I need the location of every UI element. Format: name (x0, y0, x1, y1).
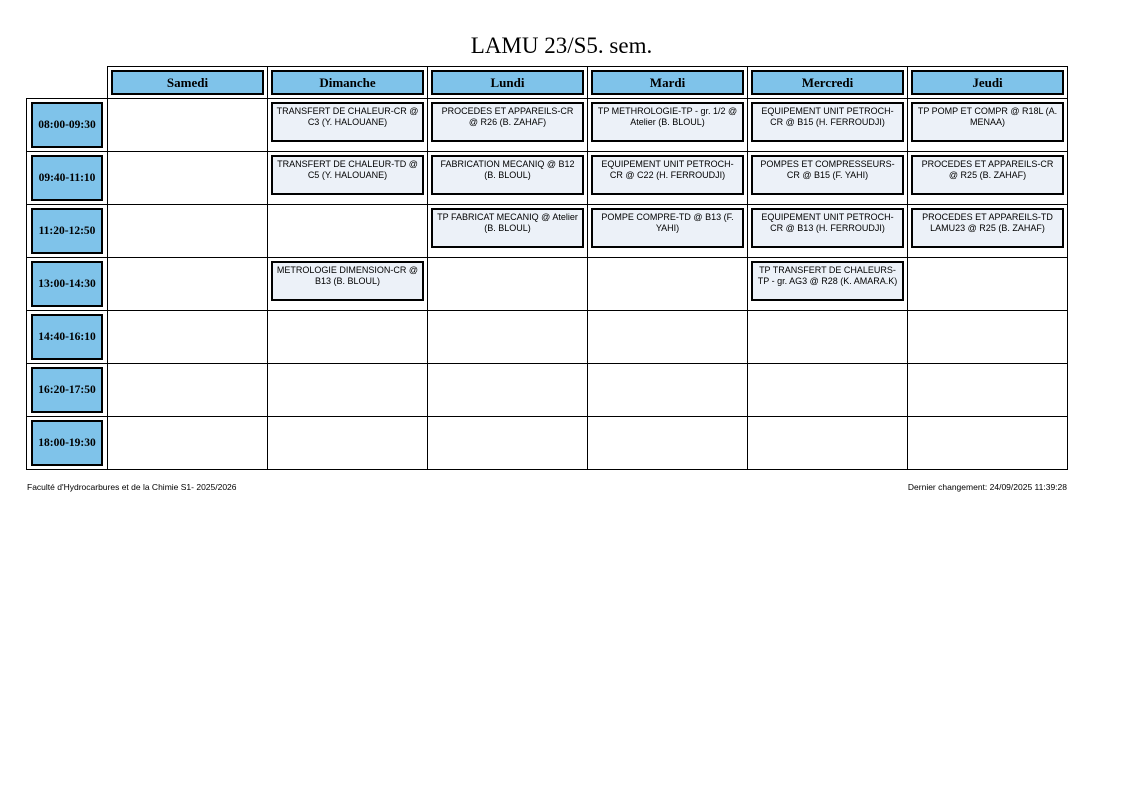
schedule-cell (268, 258, 428, 311)
schedule-cell (908, 99, 1068, 152)
schedule-cell (108, 205, 268, 258)
schedule-cell (748, 311, 908, 364)
time-slot-label: 16:20-17:50 (31, 367, 103, 413)
course-entry[interactable]: EQUIPEMENT UNIT PETROCH-CR @ C22 (H. FERROUDJI) (591, 155, 744, 195)
day-header-dimanche (268, 67, 428, 99)
schedule-cell (428, 417, 588, 470)
course-entry[interactable]: TRANSFERT DE CHALEUR-TD @ C5 (Y. HALOUANE) (271, 155, 424, 195)
timetable (26, 66, 1068, 470)
schedule-cell (588, 364, 748, 417)
time-row (27, 152, 1068, 205)
course-entry[interactable]: FABRICATION MECANIQ @ B12 (B. BLOUL) (431, 155, 584, 195)
schedule-cell (908, 311, 1068, 364)
schedule-cell (108, 417, 268, 470)
course-entry[interactable]: EQUIPEMENT UNIT PETROCH-CR @ B13 (H. FERROUDJI) (751, 208, 904, 248)
schedule-cell (108, 152, 268, 205)
day-label: Samedi (111, 70, 264, 95)
time-slot-cell (27, 417, 108, 470)
time-slot-label: 08:00-09:30 (31, 102, 103, 148)
time-row (27, 311, 1068, 364)
time-slot-label: 13:00-14:30 (31, 261, 103, 307)
schedule-cell (908, 258, 1068, 311)
schedule-cell (588, 205, 748, 258)
day-header-jeudi (908, 67, 1068, 99)
day-header-lundi (428, 67, 588, 99)
schedule-cell (108, 311, 268, 364)
schedule-cell (268, 152, 428, 205)
schedule-cell (908, 364, 1068, 417)
schedule-cell (268, 205, 428, 258)
day-header-mercredi (748, 67, 908, 99)
schedule-cell (908, 417, 1068, 470)
schedule-cell (748, 205, 908, 258)
course-entry[interactable]: EQUIPEMENT UNIT PETROCH-CR @ B15 (H. FERROUDJI) (751, 102, 904, 142)
schedule-cell (588, 152, 748, 205)
course-entry[interactable]: TP METHROLOGIE-TP - gr. 1/2 @ Atelier (B. BLOUL) (591, 102, 744, 142)
course-entry[interactable]: TP TRANSFERT DE CHALEURS-TP - gr. AG3 @ R28 (K. AMARA.K) (751, 261, 904, 301)
schedule-cell (588, 258, 748, 311)
time-slot-cell (27, 258, 108, 311)
schedule-cell (268, 99, 428, 152)
schedule-cell (428, 311, 588, 364)
time-slot-label: 09:40-11:10 (31, 155, 103, 201)
time-slot-label: 11:20-12:50 (31, 208, 103, 254)
day-label: Dimanche (271, 70, 424, 95)
time-slot-cell (27, 99, 108, 152)
footer-last-change: Dernier changement: 24/09/2025 11:39:28 (907, 482, 1067, 492)
course-entry[interactable]: METROLOGIE DIMENSION-CR @ B13 (B. BLOUL) (271, 261, 424, 301)
course-entry[interactable]: POMPE COMPRE-TD @ B13 (F. YAHI) (591, 208, 744, 248)
day-header-mardi (588, 67, 748, 99)
time-row (27, 364, 1068, 417)
corner-cell (27, 67, 108, 99)
schedule-cell (748, 417, 908, 470)
schedule-cell (428, 258, 588, 311)
time-row (27, 258, 1068, 311)
day-label: Mardi (591, 70, 744, 95)
schedule-cell (588, 417, 748, 470)
course-entry[interactable]: TRANSFERT DE CHALEUR-CR @ C3 (Y. HALOUANE) (271, 102, 424, 142)
schedule-cell (428, 99, 588, 152)
schedule-cell (268, 417, 428, 470)
time-row (27, 99, 1068, 152)
timetable-body (27, 99, 1068, 470)
schedule-cell (748, 258, 908, 311)
schedule-cell (268, 311, 428, 364)
schedule-cell (268, 364, 428, 417)
schedule-cell (588, 311, 748, 364)
course-entry[interactable]: TP POMP ET COMPR @ R18L (A. MENAA) (911, 102, 1064, 142)
schedule-cell (748, 364, 908, 417)
schedule-cell (108, 258, 268, 311)
course-entry[interactable]: PROCEDES ET APPAREILS-TD LAMU23 @ R25 (B. ZAHAF) (911, 208, 1064, 248)
schedule-cell (428, 364, 588, 417)
day-label: Mercredi (751, 70, 904, 95)
day-label: Jeudi (911, 70, 1064, 95)
footer-institution: Faculté d'Hydrocarbures et de la Chimie S1- 2025/2026 (27, 482, 237, 492)
day-label: Lundi (431, 70, 584, 95)
schedule-cell (588, 99, 748, 152)
schedule-cell (108, 99, 268, 152)
schedule-cell (748, 152, 908, 205)
time-row (27, 417, 1068, 470)
day-header-row (27, 67, 1068, 99)
time-row (27, 205, 1068, 258)
schedule-cell (428, 152, 588, 205)
course-entry[interactable]: POMPES ET COMPRESSEURS-CR @ B15 (F. YAHI) (751, 155, 904, 195)
day-header-samedi (108, 67, 268, 99)
course-entry[interactable]: TP FABRICAT MECANIQ @ Atelier (B. BLOUL) (431, 208, 584, 248)
page-title: LAMU 23/S5. sem. (470, 33, 653, 58)
schedule-cell (108, 364, 268, 417)
course-entry[interactable]: PROCEDES ET APPAREILS-CR @ R25 (B. ZAHAF) (911, 155, 1064, 195)
time-slot-cell (27, 152, 108, 205)
time-slot-cell (27, 364, 108, 417)
schedule-cell (428, 205, 588, 258)
schedule-cell (908, 152, 1068, 205)
schedule-cell (748, 99, 908, 152)
time-slot-label: 18:00-19:30 (31, 420, 103, 466)
time-slot-cell (27, 311, 108, 364)
time-slot-cell (27, 205, 108, 258)
course-entry[interactable]: PROCEDES ET APPAREILS-CR @ R26 (B. ZAHAF) (431, 102, 584, 142)
schedule-cell (908, 205, 1068, 258)
time-slot-label: 14:40-16:10 (31, 314, 103, 360)
